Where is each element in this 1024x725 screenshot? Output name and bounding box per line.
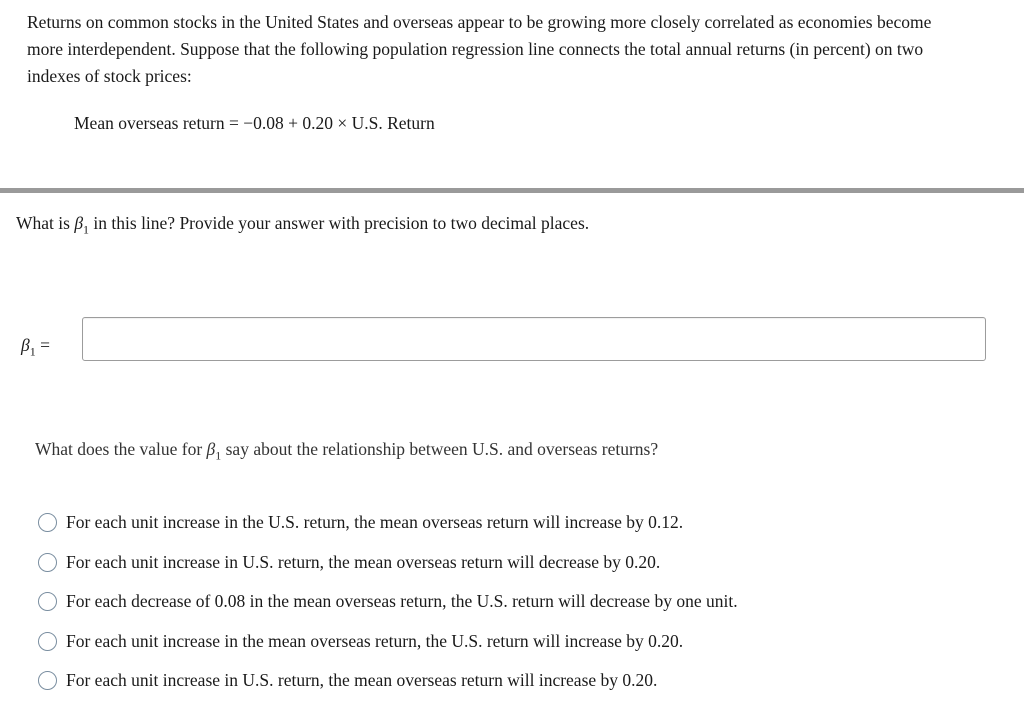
option-3[interactable] — [38, 582, 738, 622]
section-divider — [0, 188, 1024, 193]
problem-intro-text: Returns on common stocks in the United States and overseas appear to be growing more closely correlated as economies become more interdependent. Suppose that the following population regression line connects the total annual returns (in percent) on two indexes of stock prices: — [27, 12, 932, 86]
question-suffix: in this line? Provide your answer with precision to two decimal places. — [93, 213, 590, 233]
equals-sign: = — [40, 335, 50, 355]
question-relationship — [35, 436, 658, 470]
answer-label — [21, 332, 50, 366]
radio-button[interactable] — [38, 592, 57, 611]
beta-symbol: $\beta_1$ — [206, 439, 222, 463]
option-1[interactable] — [38, 503, 738, 543]
question2-suffix: say about the relationship between U.S. and overseas returns? — [225, 439, 659, 459]
option-4[interactable] — [38, 622, 738, 662]
radio-button[interactable] — [38, 513, 57, 532]
radio-button[interactable] — [38, 553, 57, 572]
radio-button[interactable] — [38, 671, 57, 690]
beta-symbol: $\beta_1$ — [21, 335, 36, 359]
option-2[interactable] — [38, 543, 738, 583]
radio-button[interactable] — [38, 632, 57, 651]
option-5[interactable] — [38, 661, 738, 701]
regression-equation: Mean overseas return = −0.08 + 0.20 × U.S. Return — [74, 113, 435, 133]
question-prefix: What is — [16, 213, 70, 233]
option-label: For each unit increase in the U.S. return, the mean overseas return will increase by 0.12. — [66, 512, 684, 533]
beta1-answer-input[interactable] — [82, 317, 986, 361]
answer-options — [38, 503, 738, 701]
option-label: For each unit increase in U.S. return, the mean overseas return will increase by 0.20. — [66, 670, 658, 691]
beta-symbol: $\beta_1$ — [74, 213, 90, 237]
option-label: For each unit increase in U.S. return, the mean overseas return will decrease by 0.20. — [66, 551, 661, 572]
question2-prefix: What does the value for — [35, 439, 203, 459]
option-label: For each decrease of 0.08 in the mean overseas return, the U.S. return will decrease by one unit. — [66, 591, 738, 612]
question-beta1 — [16, 210, 589, 244]
option-label: For each unit increase in the mean overseas return, the U.S. return will increase by 0.20. — [66, 630, 684, 651]
